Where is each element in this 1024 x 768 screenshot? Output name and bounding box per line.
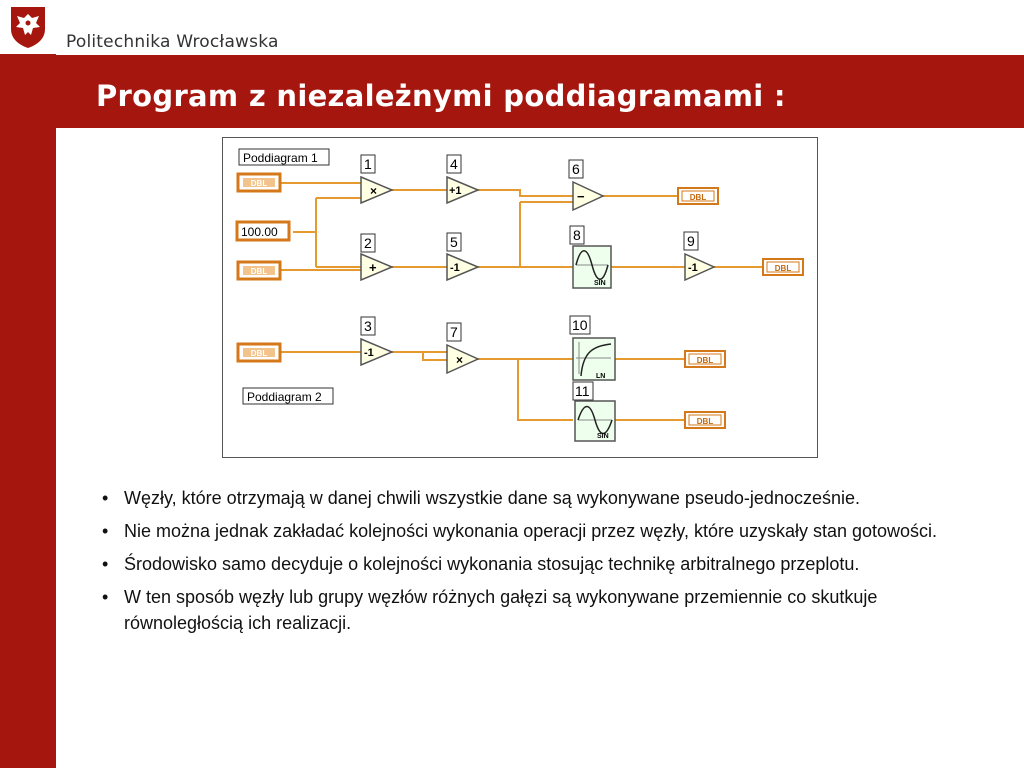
svg-text:Poddiagram 2: Poddiagram 2 <box>247 390 322 404</box>
svg-text:100.00: 100.00 <box>241 225 278 239</box>
node-6-subtract <box>573 182 603 210</box>
node-7-multiply <box>447 345 478 373</box>
svg-text:DBL: DBL <box>250 349 268 358</box>
node-8-sine <box>573 246 611 288</box>
svg-text:DBL: DBL <box>696 356 714 365</box>
node-3-decrement <box>361 339 392 365</box>
svg-text:LN: LN <box>596 373 606 380</box>
subdiagram-label-2 <box>243 388 333 404</box>
svg-text:DBL: DBL <box>774 264 792 273</box>
node-9-decrement <box>685 254 714 280</box>
svg-text:×: × <box>456 353 464 367</box>
svg-text:8: 8 <box>573 227 581 243</box>
dbl-output-terminal-9 <box>763 259 803 275</box>
svg-text:×: × <box>370 184 378 198</box>
bullet-item: • Węzły, które otrzymają w danej chwili wszystkie dane są wykonywane pseudo-jednocześnie. <box>96 485 1001 511</box>
svg-text:7: 7 <box>450 324 458 340</box>
dbl-output-terminal-10 <box>685 351 725 367</box>
svg-text:3: 3 <box>364 318 372 334</box>
title-bar <box>56 55 1024 128</box>
subdiagram-label-1 <box>239 149 329 165</box>
dbl-input-terminal-1 <box>238 174 280 191</box>
svg-text:+1: +1 <box>449 185 462 197</box>
svg-text:10: 10 <box>572 317 588 333</box>
node-5-decrement <box>447 254 478 280</box>
svg-text:-1: -1 <box>688 262 698 274</box>
svg-text:1: 1 <box>364 156 372 172</box>
eagle-shield-icon <box>9 5 47 49</box>
dataflow-diagram <box>222 137 818 458</box>
slide-title: Program z niezależnymi poddiagramami : <box>96 79 786 113</box>
svg-text:DBL: DBL <box>696 417 714 426</box>
svg-text:DBL: DBL <box>689 193 707 202</box>
svg-text:5: 5 <box>450 234 458 250</box>
svg-text:Poddiagram 1: Poddiagram 1 <box>243 151 318 165</box>
diagram-wires <box>281 183 763 420</box>
node-11-sine <box>575 401 615 441</box>
node-number-labels <box>361 155 698 400</box>
bullet-item: • Środowisko samo decyduje o kolejności wykonania stosując technikę arbitralnego przeplotu. <box>96 551 1001 577</box>
svg-text:SIN: SIN <box>597 433 609 440</box>
svg-text:4: 4 <box>450 156 458 172</box>
svg-text:2: 2 <box>364 235 372 251</box>
left-accent-bar <box>0 0 56 768</box>
bullet-list <box>96 485 1001 643</box>
svg-text:+: + <box>369 260 377 275</box>
svg-text:DBL: DBL <box>250 179 268 188</box>
node-10-natural-log <box>573 338 615 380</box>
bullet-item: • W ten sposób węzły lub grupy węzłów różnych gałęzi są wykonywane przemiennie co skutkuje równoległością ich realizacji. <box>96 584 1001 636</box>
svg-text:DBL: DBL <box>250 267 268 276</box>
svg-text:-1: -1 <box>364 347 374 359</box>
node-1-multiply <box>361 177 392 203</box>
bullet-item: • Nie można jednak zakładać kolejności wykonania operacji przez węzły, które uzyskały stan gotowości. <box>96 518 1001 544</box>
dbl-input-terminal-3 <box>238 344 280 361</box>
node-4-increment <box>447 177 478 203</box>
dbl-output-terminal-6 <box>678 188 718 204</box>
node-2-add <box>361 254 392 280</box>
dbl-input-terminal-2 <box>238 262 280 279</box>
svg-text:−: − <box>577 189 585 204</box>
svg-text:-1: -1 <box>450 262 460 274</box>
svg-text:9: 9 <box>687 233 695 249</box>
dbl-output-terminal-11 <box>685 412 725 428</box>
svg-text:SIN: SIN <box>594 280 606 287</box>
svg-text:11: 11 <box>575 383 590 399</box>
svg-text:6: 6 <box>572 161 580 177</box>
university-name: Politechnika Wrocławska <box>66 32 279 52</box>
numeric-constant <box>237 222 289 240</box>
university-logo <box>0 0 56 54</box>
